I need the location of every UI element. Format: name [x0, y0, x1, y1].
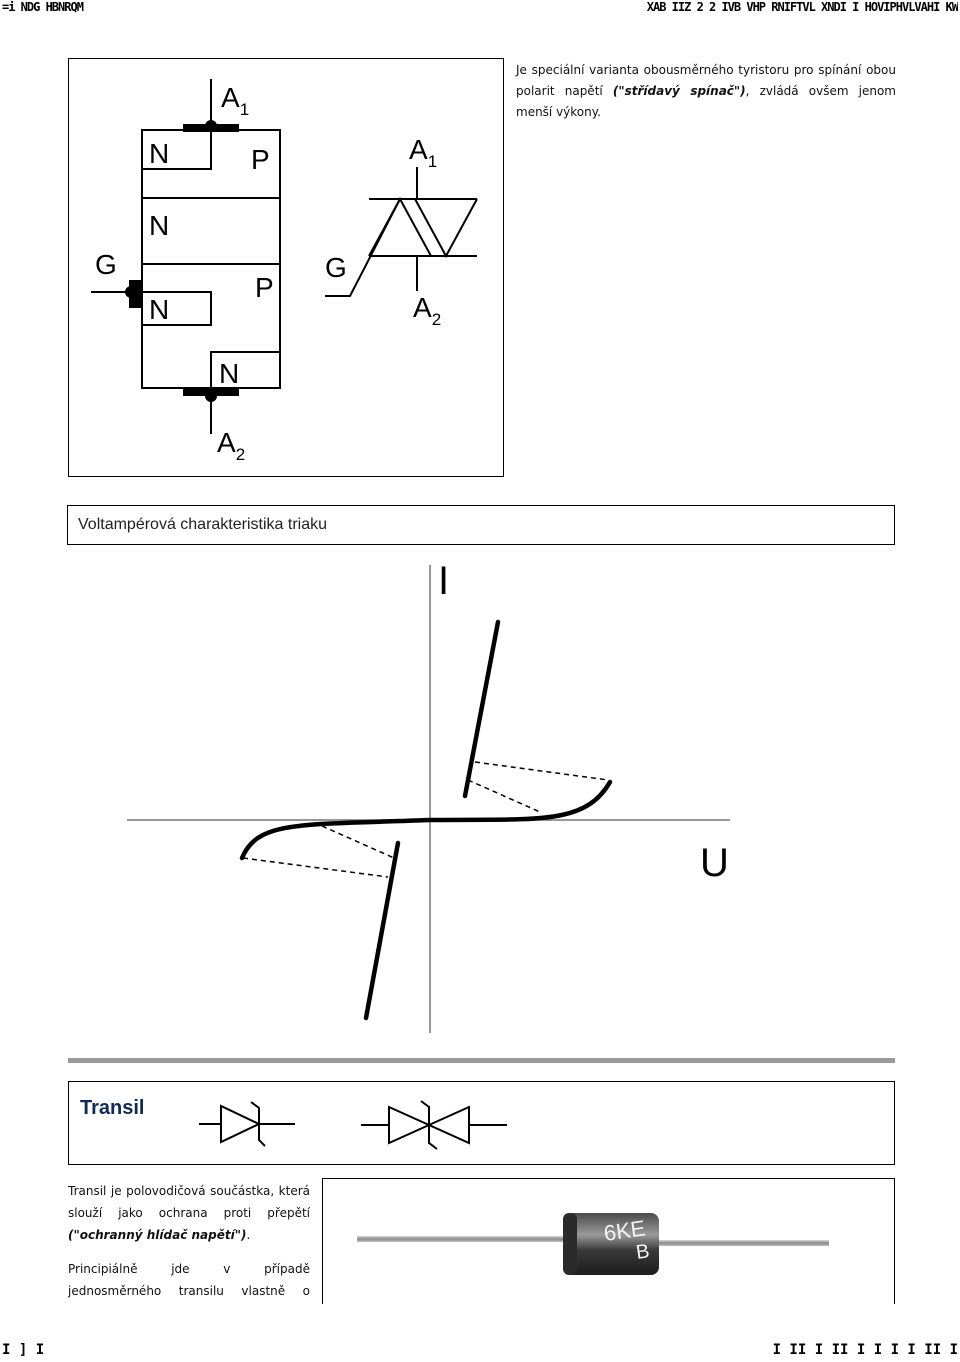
- label-a1-symbol: $A_1$: [409, 134, 438, 171]
- triac-description-text-end: , zvládá ovšem jenom menší výkony.: [516, 84, 897, 119]
- section-separator: [68, 1058, 895, 1063]
- transil-bidirectional-symbol-icon: [359, 1092, 509, 1158]
- label-n-gate: N: [149, 294, 170, 325]
- page-header-right: XAB IIZ 2 2 IVB VHP RNIFTVL XNDI I HOVIPHVLVAHI KW: [646, 0, 958, 14]
- label-n-top: N: [149, 138, 170, 169]
- transil-title-box: [68, 1081, 895, 1165]
- triac-diagram-frame: [68, 58, 504, 477]
- label-a1-struct: $A_1$: [221, 82, 250, 119]
- label-a2-symbol: $A_2$: [413, 292, 442, 329]
- va-title: Voltampérová charakteristika triaku: [78, 516, 327, 533]
- triac-diagram: [69, 59, 503, 476]
- label-n-bottom: N: [219, 358, 240, 389]
- va-characteristic-graph: [0, 555, 960, 1045]
- transil-component-photo: [323, 1179, 895, 1304]
- label-g-struct: G: [95, 249, 117, 280]
- page-footer-right: I II I II I I I I II I: [772, 1342, 958, 1358]
- transil-photo-frame: [322, 1178, 895, 1304]
- label-p-top: P: [251, 144, 270, 175]
- transil-title: Transil: [80, 1097, 145, 1119]
- va-title-box: [67, 505, 895, 545]
- component-marking: 6KE: [602, 1215, 647, 1246]
- transil-unidirectional-symbol-icon: [197, 1094, 297, 1154]
- label-a2-struct: $A_2$: [217, 427, 246, 464]
- label-g-symbol: G: [325, 252, 347, 283]
- label-n-mid: N: [149, 210, 170, 241]
- page-footer-left: I ] I: [2, 1342, 45, 1358]
- page-header-left: =i NDG HBNRQM: [2, 0, 83, 14]
- axis-u-label: U: [700, 841, 729, 885]
- axis-i-label: I: [438, 559, 450, 603]
- triac-description-text: Je speciální varianta obousměrného tyristoru pro spínání obou polarit napětí: [516, 63, 896, 98]
- triac-description: [516, 60, 896, 123]
- transil-paragraph-1: Transil je polovodičová součástka, která slouží jako ochrana proti přepětí ("ochranný hlídač napětí").: [68, 1184, 310, 1242]
- component-marking-2: B: [634, 1240, 651, 1264]
- transil-paragraph-2: Principiálně jde v případě jednosměrného transilu vlastně o: [68, 1262, 310, 1298]
- transil-description: [68, 1180, 310, 1302]
- label-p-mid: P: [255, 272, 274, 303]
- triac-description-emphasis: ("střídavý spínač"): [612, 84, 746, 98]
